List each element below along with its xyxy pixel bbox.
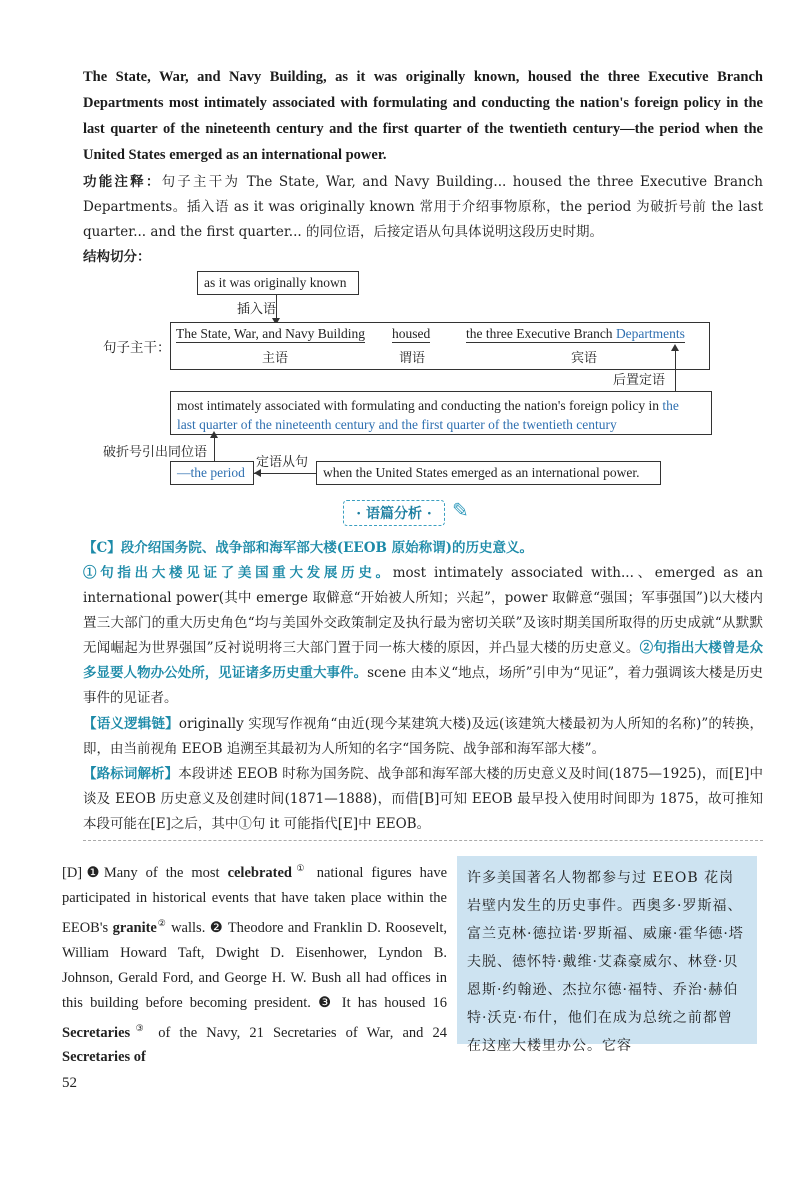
- appos-label: 破折号引出同位语: [103, 445, 208, 460]
- analysis-p3: 【路标词解析】本段讲述 EEOB 时称为国务院、战争部和海军部大楼的历史意义及时间(1875—1925)，而[E]中谈及 EEOB 历史意义及创建时间(1871—1888)，而借[B]可知 EEOB 最早投入使用时间即为 1875，故可推知本段可能在[E]之后，其中①句 it 可能指代[E]中 EEOB。: [83, 766, 764, 832]
- function-note: [83, 170, 763, 245]
- intro-sentence: The State, War, and Navy Building, as it was originally known, housed the three Executive Branch Departments most intimately associated with formulating and conducting the nation's foreign policy in the last quarter of the nineteenth century and the first quarter of the twentieth century—the period when the United States emerged as an international power.: [83, 69, 763, 163]
- feather-icon: ✎: [452, 498, 469, 522]
- analysis-heading: 【C】段介绍国务院、战争部和海军部大楼(EEOB 原始称谓)的历史意义。: [83, 540, 533, 556]
- page-number: 52: [62, 1075, 77, 1091]
- paragraph-d: [D]❶Many of the most celebrated① national figures have participated in historical events that have taken place within the EEOB's granite② walls. ❷ Theodore and Franklin D. Roosevelt, William Howard Taft, Dwight D. Eisenhower, Lyndon B. Johnson, Gerald Ford, and George H. W. Bush all had offices in this building before becoming president. ❸ It has housed 16 Secretaries③ of the Navy, 21 Secretaries of War, and 24 Secretaries of: [62, 863, 448, 1066]
- main-label: 句子主干：: [103, 340, 171, 356]
- appos-box: —the period: [170, 461, 254, 485]
- structure-label: 结构切分：: [83, 249, 151, 265]
- insert-box: as it was originally known: [197, 271, 359, 295]
- subject-text: The State, War, and Navy Building: [176, 326, 365, 341]
- divider: [83, 840, 763, 841]
- subject-tag: 主语: [262, 351, 289, 366]
- analysis-p1: ①句指出大楼见证了美国重大发展历史。most intimately associated with...、emerged as an international power(其中 emerge 取僻意“开始被人所知；兴起”，power 取僻意“强国；军事强国”)以大楼内置三大部门的重大历史角色“均与美国外交政策制定及执行最为密切关联”及该时期美国所取得的历史成就“从默默无闻崛起为世界强国”反衬说明将三大部门置于同一栋大楼的原因，并凸显大楼的历史意义。②句指出大楼曾是众多显要人物办公处所，见证诸多历史重大事件。scene 由本义“地点，场所”引申为“见证”，着力强调该大楼是历史事件的见证者。: [83, 565, 764, 706]
- analysis-p2: 【语义逻辑链】originally 实现写作视角“由近(现今某建筑大楼)及远(该建筑大楼最初为人所知的名称)”的转换，即，由当前视角 EEOB 追溯至其最初为人所知的名字“国务院、战争部和海军部大楼”。: [83, 716, 764, 757]
- postmod-box: most intimately associated with formulating and conducting the nation's foreign policy in the last quarter of the nineteenth century and the first quarter of the twentieth century: [170, 391, 712, 435]
- verb-tag: 谓语: [399, 351, 426, 366]
- object-tag: 宾语: [571, 351, 598, 366]
- insert-label: 插入语: [237, 302, 277, 317]
- verb-text: housed: [392, 326, 431, 341]
- clause-label: 定语从句: [256, 455, 309, 470]
- function-note-label: 功能注释：: [83, 174, 162, 190]
- clause-box: when the United States emerged as an international power.: [316, 461, 661, 485]
- translation-note: 许多美国著名人物都参与过 EEOB 花岗岩壁内发生的历史事件。西奥多·罗斯福、富兰克林·德拉诺·罗斯福、威廉·霍华德·塔夫脱、德怀特·戴维·艾森豪威尔、林登·贝恩斯·约翰逊、杰拉尔德·福特、乔治·赫伯特·沃克·布什，他们在成为总统之前都曾在这座大楼里办公。它容: [457, 856, 757, 1044]
- object-text: the three Executive Branch Departments: [466, 326, 685, 341]
- postmod-label: 后置定语: [613, 373, 666, 388]
- function-note-text: 句子主干为 The State, War, and Navy Building... housed the three Executive Branch Departments。插入语 as it was originally known 常用于介绍事物原称，the period 为破折号前 the last quarter... and the first quarter... 的同位语，后接定语从句具体说明这段历史时期。: [83, 174, 764, 240]
- section-badge: · 语篇分析 ·: [343, 500, 445, 526]
